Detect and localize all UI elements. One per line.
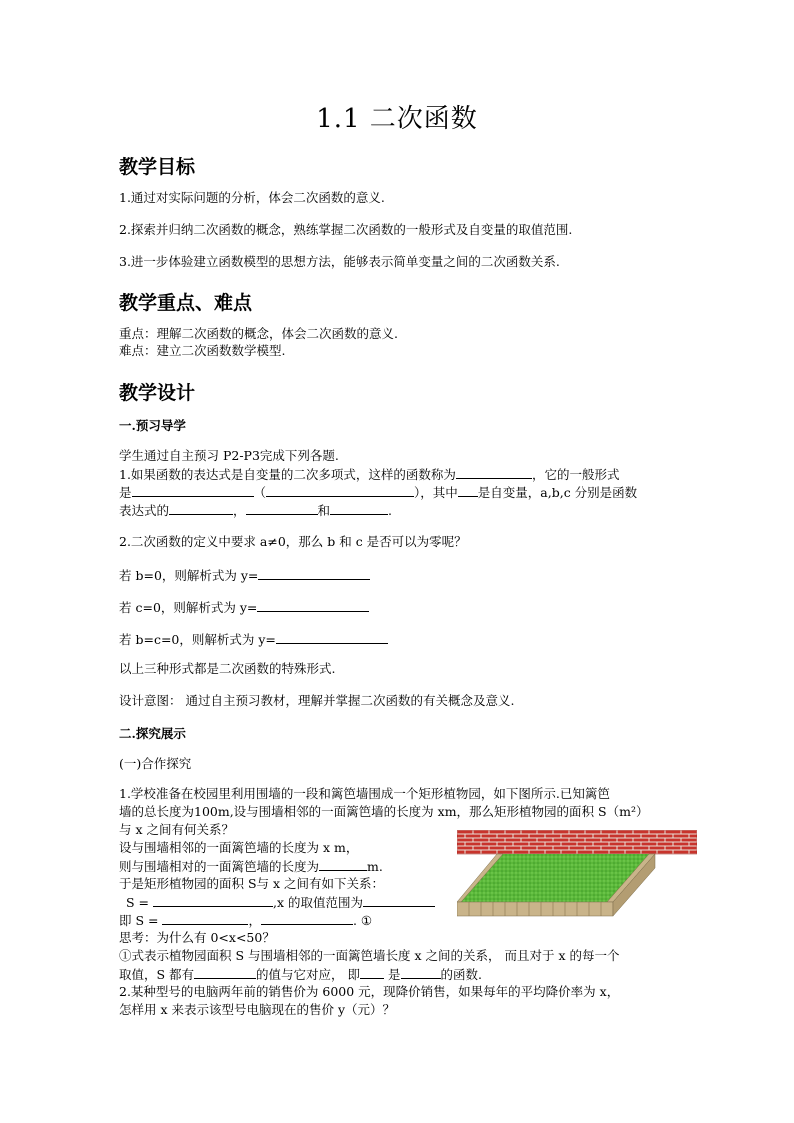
formula-number: . ①	[352, 913, 373, 928]
cooperative-subheading: (一)合作探究	[119, 756, 192, 771]
problem1-line10: ①式表示植物园面积 S 与围墙相邻的一面篱笆墙长度 x 之间的关系， 而且对于 x 的每一个	[119, 948, 620, 963]
problem1-line6: 于是矩形植物园的面积 S与 x 之间有如下关系：	[119, 876, 385, 891]
fill-blank[interactable]	[276, 631, 388, 644]
x-range-text: ,x 的取值范围为	[273, 895, 363, 910]
garden-figure	[457, 830, 697, 920]
problem1-line5-text: 则与围墙相对的一面篱笆墙的长度为	[119, 859, 320, 874]
q1-line2-tail: 是自变量，a,b,c 分别是函数	[477, 485, 638, 500]
problem1-line1: 1.学校准备在校园里利用围墙的一段和篱笆墙围成一个矩形植物园，如下图所示.已知篱笆	[119, 786, 610, 801]
fill-blank[interactable]	[169, 502, 233, 515]
correspond-text: 的值与它对应， 即	[256, 967, 361, 982]
s-equals: 即 S =	[119, 913, 159, 928]
is-text: 是	[388, 967, 401, 982]
problem2-line2: 怎样用 x 来表示该型号电脑现在的售价 y（元）？	[119, 1002, 396, 1017]
fill-blank[interactable]	[257, 599, 369, 612]
fill-blank[interactable]	[162, 912, 248, 925]
design-heading: 教学设计	[119, 382, 196, 404]
q1-line1-text: 1.如果函数的表达式是自变量的二次多项式，这样的函数称为	[119, 467, 456, 482]
problem1-line4: 设与围墙相邻的一面篱笆墙的长度为 x m，	[119, 840, 359, 855]
problem1-line9: 思考：为什么有 0<x<50？	[119, 930, 275, 945]
fill-blank[interactable]	[246, 502, 318, 515]
design-intent: 设计意图： 通过自主预习教材，理解并掌握二次函数的有关概念及意义.	[119, 693, 515, 708]
part2-heading: 二.探究展示	[119, 726, 186, 741]
fill-blank[interactable]	[330, 502, 388, 515]
fill-blank[interactable]	[456, 466, 532, 479]
s-equals: S =	[126, 895, 150, 910]
goals-heading: 教学目标	[119, 156, 196, 178]
page-title: 1.1 二次函数	[316, 104, 478, 134]
problem1-line3: 与 x 之间有何关系？	[119, 822, 234, 837]
fill-blank[interactable]	[363, 894, 435, 907]
problem1-line7	[126, 894, 435, 911]
case-c0-text: 若 c=0，则解析式为 y=	[119, 600, 258, 615]
fill-blank[interactable]	[319, 858, 367, 871]
function-text: 的函数.	[440, 967, 483, 982]
difficulty-text: 难点：建立二次函数数学模型.	[119, 343, 286, 358]
case-b0-text: 若 b=0，则解析式为 y=	[119, 568, 259, 583]
problem1-line8	[119, 912, 372, 929]
keypoints-heading: 教学重点、难点	[119, 292, 253, 314]
unit-m: m.	[367, 859, 383, 874]
period: .	[388, 503, 393, 518]
case-bc0-text: 若 b=c=0，则解析式为 y=	[119, 632, 276, 647]
case-c0	[119, 599, 369, 616]
comma: ，	[248, 913, 261, 928]
fill-blank[interactable]	[132, 484, 254, 497]
fill-blank[interactable]	[401, 966, 441, 979]
and-text: 和	[317, 503, 331, 518]
fill-blank[interactable]	[261, 912, 353, 925]
q1-line1-tail: ，它的一般形式	[531, 467, 620, 482]
case-b0	[119, 567, 370, 584]
comma: ，	[233, 503, 246, 518]
q1-line3	[119, 502, 392, 519]
part1-intro: 学生通过自主预习 P2-P3完成下列各题.	[119, 448, 339, 463]
case-bc0	[119, 631, 388, 648]
problem1-line5	[119, 858, 383, 875]
problem2-line1: 2.某种型号的电脑两年前的销售价为 6000 元，现降价销售，如果每年的平均降价率为 x，	[119, 984, 620, 999]
goal-item-3: 3.进一步体验建立函数模型的思想方法，能够表示简单变量之间的二次函数关系.	[119, 254, 560, 269]
conclusion-text: 以上三种形式都是二次函数的特殊形式.	[119, 661, 336, 676]
goal-item-1: 1.通过对实际问题的分析，体会二次函数的意义.	[119, 190, 385, 205]
focus-text: 重点：理解二次函数的概念，体会二次函数的意义.	[119, 326, 398, 341]
fill-blank[interactable]	[360, 966, 384, 979]
brick-wall-icon	[457, 830, 697, 854]
q1-paren-close: ），其中	[414, 485, 458, 500]
fill-blank[interactable]	[266, 484, 414, 497]
problem1-line11	[119, 966, 482, 983]
goal-item-2: 2.探索并归纳二次函数的概念，熟练掌握二次函数的一般形式及自变量的取值范围.	[119, 222, 573, 237]
q1-line1	[119, 466, 619, 483]
fill-blank[interactable]	[194, 966, 256, 979]
problem1-line2: 墙的总长度为100m,设与围墙相邻的一面篱笆墙的长度为 xm，那么矩形植物园的面积 S（m²）	[119, 804, 649, 819]
fill-blank[interactable]	[458, 484, 478, 497]
q2-text: 2.二次函数的定义中要求 a≠0，那么 b 和 c 是否可以为零呢？	[119, 534, 467, 549]
fill-blank[interactable]	[258, 567, 370, 580]
q1-line2-text: 是	[119, 485, 132, 500]
part1-heading: 一.预习导学	[119, 418, 186, 433]
fill-blank[interactable]	[153, 894, 273, 907]
q1-paren-open: （	[253, 485, 267, 500]
q1-line3-text: 表达式的	[119, 503, 170, 518]
problem1-line11-text: 取值，S 都有	[119, 967, 195, 982]
q1-line2	[119, 484, 637, 501]
garden-plot-icon	[457, 854, 655, 916]
